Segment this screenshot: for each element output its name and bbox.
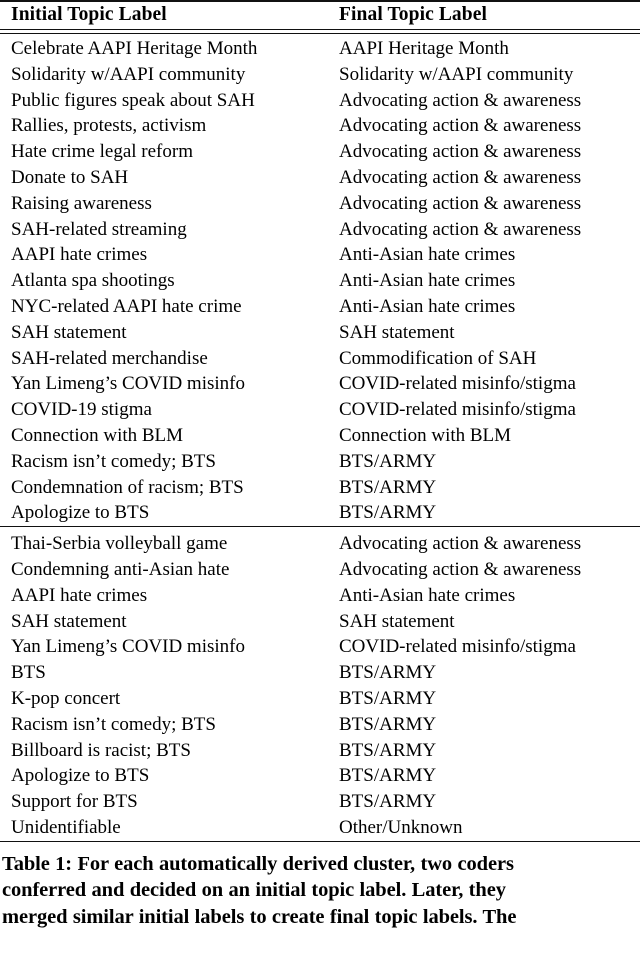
cell-final-topic-label: Other/Unknown — [339, 816, 463, 838]
cell-initial-topic-label: Condemnation of racism; BTS — [11, 476, 244, 498]
cell-final-topic-label: Anti-Asian hate crimes — [339, 270, 516, 292]
table-row — [0, 397, 640, 423]
table-row — [0, 660, 640, 686]
table-row — [0, 609, 640, 635]
cell-final-topic-label: BTS/ARMY — [339, 476, 437, 498]
table-row — [0, 738, 640, 764]
cell-final-topic-label: Anti-Asian hate crimes — [339, 295, 516, 317]
cell-initial-topic-label: Apologize to BTS — [11, 502, 150, 524]
cell-final-topic-label: COVID-related misinfo/stigma — [339, 636, 576, 658]
cell-final-topic-label: COVID-related misinfo/stigma — [339, 373, 576, 395]
cell-final-topic-label: SAH statement — [339, 610, 455, 632]
cell-initial-topic-label: Atlanta spa shootings — [11, 270, 175, 292]
table-row — [0, 529, 640, 557]
cell-initial-topic-label: Condemning anti-Asian hate — [11, 558, 230, 580]
header-row — [0, 1, 640, 29]
cell-initial-topic-label: Yan Limeng’s COVID misinfo — [11, 373, 245, 395]
cell-initial-topic-label: AAPI hate crimes — [11, 584, 148, 606]
table-row — [0, 294, 640, 320]
table-row — [0, 763, 640, 789]
cell-final-topic-label: BTS/ARMY — [339, 713, 437, 735]
cell-initial-topic-label: K-pop concert — [11, 687, 121, 709]
cell-final-topic-label: Anti-Asian hate crimes — [339, 244, 516, 266]
table-row — [0, 557, 640, 583]
cell-final-topic-label: Advocating action & awareness — [339, 218, 582, 240]
table-row — [0, 242, 640, 268]
table-row — [0, 217, 640, 243]
cell-initial-topic-label: Support for BTS — [11, 791, 138, 813]
cell-final-topic-label: Solidarity w/AAPI community — [339, 63, 574, 85]
cell-initial-topic-label: Apologize to BTS — [11, 765, 150, 787]
cell-initial-topic-label: Public figures speak about SAH — [11, 89, 255, 111]
table-row — [0, 113, 640, 139]
cell-final-topic-label: Advocating action & awareness — [339, 166, 582, 188]
table-caption — [0, 845, 640, 931]
cell-initial-topic-label: Solidarity w/AAPI community — [11, 63, 246, 85]
cell-final-topic-label: BTS/ARMY — [339, 450, 437, 472]
cell-final-topic-label: BTS/ARMY — [339, 502, 437, 524]
cell-final-topic-label: Advocating action & awareness — [339, 192, 582, 214]
cell-final-topic-label: BTS/ARMY — [339, 687, 437, 709]
table-row — [0, 475, 640, 501]
table-row — [0, 500, 640, 526]
table-row — [0, 62, 640, 88]
cell-initial-topic-label: SAH statement — [11, 610, 127, 632]
table-row — [0, 634, 640, 660]
cell-initial-topic-label: BTS — [11, 662, 46, 684]
cell-final-topic-label: COVID-related misinfo/stigma — [339, 399, 576, 421]
cell-initial-topic-label: Hate crime legal reform — [11, 141, 193, 163]
cell-final-topic-label: Advocating action & awareness — [339, 115, 582, 137]
cell-initial-topic-label: SAH-related streaming — [11, 218, 187, 240]
caption-line: merged similar initial labels to create final topic labels. The — [2, 905, 517, 928]
caption-line: Table 1: For each automatically derived cluster, two coders — [2, 852, 514, 875]
cell-final-topic-label: BTS/ARMY — [339, 662, 437, 684]
table-row — [0, 789, 640, 815]
cell-initial-topic-label: SAH-related merchandise — [11, 347, 208, 369]
cell-final-topic-label: BTS/ARMY — [339, 765, 437, 787]
table-body — [0, 34, 640, 841]
cell-initial-topic-label: Connection with BLM — [11, 424, 184, 446]
table-row — [0, 320, 640, 346]
cell-final-topic-label: Anti-Asian hate crimes — [339, 584, 516, 606]
cell-initial-topic-label: Rallies, protests, activism — [11, 115, 207, 137]
cell-initial-topic-label: AAPI hate crimes — [11, 244, 148, 266]
cell-final-topic-label: Advocating action & awareness — [339, 533, 582, 555]
cell-initial-topic-label: Unidentifiable — [11, 816, 121, 838]
cell-initial-topic-label: Racism isn’t comedy; BTS — [11, 713, 216, 735]
cell-final-topic-label: AAPI Heritage Month — [339, 38, 509, 59]
column-header-final-topic-label: Final Topic Label — [339, 4, 487, 25]
cell-initial-topic-label: Thai-Serbia volleyball game — [11, 533, 228, 555]
cell-initial-topic-label: Raising awareness — [11, 192, 152, 214]
table-row — [0, 346, 640, 372]
caption-line: conferred and decided on an initial topic label. Later, they — [2, 879, 506, 902]
cell-final-topic-label: SAH statement — [339, 321, 455, 343]
cell-initial-topic-label: Celebrate AAPI Heritage Month — [11, 38, 258, 59]
cell-final-topic-label: BTS/ARMY — [339, 739, 437, 761]
cell-initial-topic-label: Yan Limeng’s COVID misinfo — [11, 636, 245, 658]
cell-initial-topic-label: SAH statement — [11, 321, 127, 343]
table-row — [0, 815, 640, 841]
cell-initial-topic-label: Donate to SAH — [11, 166, 129, 188]
column-header-initial-topic-label: Initial Topic Label — [11, 4, 167, 25]
table-row — [0, 88, 640, 114]
table-row — [0, 139, 640, 165]
table-row — [0, 371, 640, 397]
table-row — [0, 583, 640, 609]
cell-initial-topic-label: COVID-19 stigma — [11, 399, 152, 421]
table-row — [0, 268, 640, 294]
table-row — [0, 191, 640, 217]
table-header — [0, 1, 640, 34]
table-row — [0, 165, 640, 191]
cell-final-topic-label: Connection with BLM — [339, 424, 512, 446]
table-row — [0, 449, 640, 475]
cell-initial-topic-label: Billboard is racist; BTS — [11, 739, 191, 761]
table-row — [0, 34, 640, 62]
cell-final-topic-label: Advocating action & awareness — [339, 558, 582, 580]
cell-final-topic-label: Advocating action & awareness — [339, 141, 582, 163]
cell-final-topic-label: Advocating action & awareness — [339, 89, 582, 111]
table-row — [0, 686, 640, 712]
table-row — [0, 423, 640, 449]
cell-final-topic-label: Commodification of SAH — [339, 347, 537, 369]
cell-initial-topic-label: NYC-related AAPI hate crime — [11, 295, 242, 317]
table-row — [0, 712, 640, 738]
cell-final-topic-label: BTS/ARMY — [339, 791, 437, 813]
cell-initial-topic-label: Racism isn’t comedy; BTS — [11, 450, 216, 472]
